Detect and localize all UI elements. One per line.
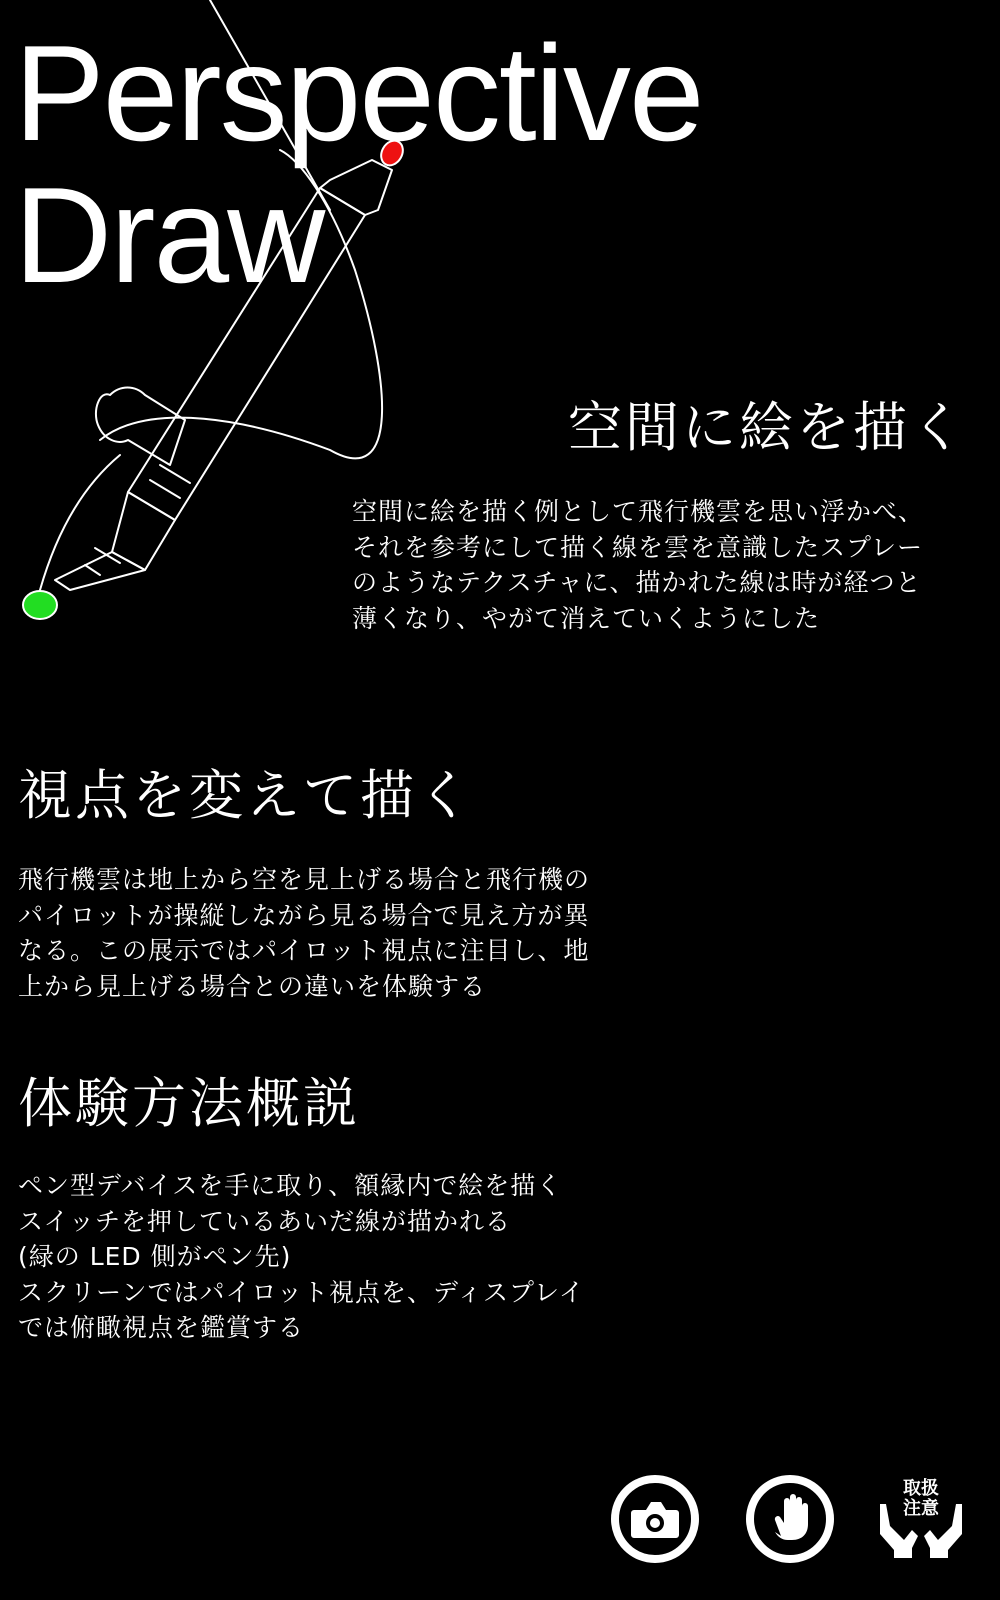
text-line: 空間に絵を描く例として飛行機雲を思い浮かべ、 xyxy=(352,497,925,526)
section-text-space-drawing xyxy=(352,494,992,636)
text-line: 飛行機雲は地上から空を見上げる場合と飛行機の xyxy=(18,865,591,894)
handle-with-care-text-1: 取扱 xyxy=(903,1478,939,1499)
title-line-2: Draw xyxy=(14,159,324,311)
section-heading-viewpoint: 視点を変えて描く xyxy=(18,764,474,827)
no-touch-hand-icon xyxy=(745,1474,835,1564)
text-line: それを参考にして描く線を雲を意識したスプレー xyxy=(352,532,924,562)
handle-with-care-text-2: 注意 xyxy=(903,1498,939,1519)
text-line: ペン型デバイスを手に取り、額縁内で絵を描く xyxy=(18,1171,563,1200)
green-led-tip xyxy=(23,591,57,619)
pen-front xyxy=(112,492,175,570)
handle-with-care-icon xyxy=(876,1474,966,1564)
pen-tip-holder xyxy=(55,552,145,590)
section-heading-how-to: 体験方法概説 xyxy=(18,1072,360,1135)
text-line: パイロットが操縦しながら見る場合で見え方が異 xyxy=(18,900,590,930)
text-line: (緑の LED 側がペン先) xyxy=(18,1242,292,1271)
camera-icon xyxy=(610,1474,700,1564)
text-line: 上から見上げる場合との違いを体験する xyxy=(18,971,487,1001)
section-text-viewpoint xyxy=(18,862,658,1004)
text-line: のようなテクスチャに、描かれた線は時が経つと xyxy=(352,568,922,597)
text-line: スイッチを押しているあいだ線が描かれる xyxy=(18,1206,512,1236)
text-line: では俯瞰視点を鑑賞する xyxy=(18,1313,305,1342)
section-heading-space-drawing: 空間に絵を描く xyxy=(568,396,967,459)
text-line: スクリーンではパイロット視点を、ディスプレイ xyxy=(18,1277,585,1307)
pen-switch xyxy=(96,388,185,466)
pen-cable-lower xyxy=(40,455,120,590)
title-line-1: Perspective xyxy=(14,17,703,169)
page-title xyxy=(14,17,703,311)
text-line: 薄くなり、やがて消えていくようにした xyxy=(352,603,821,633)
section-text-how-to xyxy=(18,1168,658,1346)
text-line: なる。この展示ではパイロット視点に注目し、地 xyxy=(18,936,590,965)
